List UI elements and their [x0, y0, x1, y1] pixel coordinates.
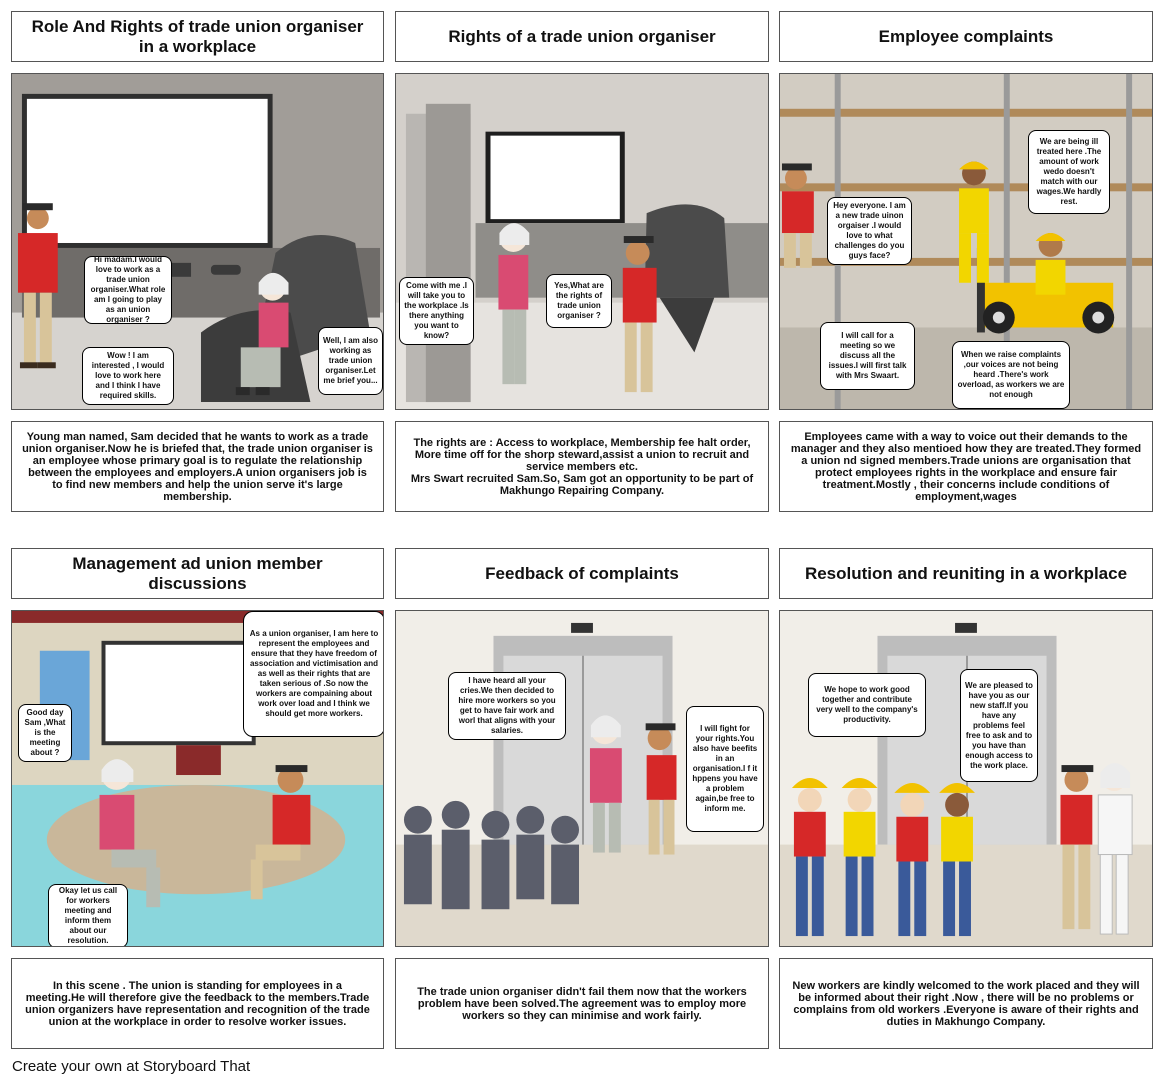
panel-1-title [11, 11, 384, 62]
speech-bubble: We are being ill treated here .The amount of work wedo doesn't match with our wages.We hardly rest. [1028, 130, 1110, 214]
speech-bubble: Come with me .I will take you to the workplace .Is there anything you want to know? [399, 277, 474, 345]
cubicle-background [396, 74, 768, 409]
speech-bubble: Well, I am also working as trade union organiser.Let me brief you... [318, 327, 383, 395]
panel-2-title [395, 11, 769, 62]
speech-bubble: I have heard all your cries.We then decided to hire more workers so you get to have fair work and worl that aligns with your salaries. [448, 672, 566, 740]
speech-bubble: Good day Sam ,What is the meeting about ? [18, 704, 72, 762]
speech-bubble: We hope to work good together and contribute very well to the company's productivity. [808, 673, 926, 737]
panel-4-title [11, 548, 384, 599]
panel-6-title-text: Resolution and reuniting in a workplace [804, 563, 1128, 583]
storyboard-footer-link[interactable]: Create your own at Storyboard That [12, 1058, 251, 1075]
speech-bubble: Okay let us call for workers meeting and inform them about our resolution. [48, 884, 128, 947]
speech-bubble: When we raise complaints ,our voices are not being heard .There's work overload, as workers we are not enough [952, 341, 1070, 409]
panel-2-caption: The rights are : Access to workplace, Membership fee halt order, More time off for the shorp steward,assist a union to recruit and service members etc. Mrs Swart recruited Sam.So, Sam got an opportunity to be part of Makhungo Repairing Company. [395, 421, 769, 512]
panel-3-scene [779, 73, 1153, 410]
panel-6-caption: New workers are kindly welcomed to the work placed and they will be informed about their right .Now , there will be no problems or complains from old workers .Everyone is aware of their rights and duties in Makhungo Company. [779, 958, 1153, 1049]
panel-5-caption: The trade union organiser didn't fail them now that the workers problem have been solved.The agreement was to employ more workers so they can minimise and work fairly. [395, 958, 769, 1049]
speech-bubble: Wow ! I am interested , I would love to work here and I think I have required skills. [82, 347, 174, 405]
panel-5-scene [395, 610, 769, 947]
panel-2-scene [395, 73, 769, 410]
speech-bubble: Hey everyone. I am a new trade uinon orgaiser .I would love to what challenges do you guys face? [827, 197, 912, 265]
speech-bubble: I will fight for your rights.You also have beefits in an organisation.I f it hppens you have a problem again,be free to inform me. [686, 706, 764, 832]
panel-2-title-text: Rights of a trade union organiser [448, 26, 716, 46]
panel-1-title-text: Role And Rights of trade union organiser in a workplace [31, 16, 364, 56]
panel-4-scene [11, 610, 384, 947]
panel-4-caption: In this scene . The union is standing for employees in a meeting.He will therefore give the feedback to the members.Trade union organizers have representation and recognition of the trade union at the workplace in order to resolve worker issues. [11, 958, 384, 1049]
panel-3-title-text: Employee complaints [878, 26, 1054, 46]
panel-3-caption: Employees came with a way to voice out their demands to the manager and they also mentioed how they are treated.They formed a union nd signed members.Trade unions are organisation that protect employees rights in the workplace and ensure fair treatment.Mostly , their concerns include conditions of employment,wages [779, 421, 1153, 512]
speech-bubble: We are pleased to have you as our new staff.If you have any problems feel free to ask and to you have than enough access to the work place. [960, 669, 1038, 782]
panel-3-title [779, 11, 1153, 62]
panel-6-title [779, 548, 1153, 599]
worker-figure [1036, 233, 1066, 295]
panel-1-scene [11, 73, 384, 410]
speech-bubble: Yes,What are the rights of trade union organiser ? [546, 274, 612, 328]
speech-bubble: Hi madam.I would love to work as a trade union organiser.What role am I going to play as an union organiser ? [84, 256, 172, 324]
speech-bubble: I will call for a meeting so we discuss all the issues.I will first talk with Mrs Swaart. [820, 322, 915, 390]
panel-1-caption: Young man named, Sam decided that he wants to work as a trade union organiser.Now he is briefed that, the trade union organiser is an employee whose primary goal is to regulate the relationship between the employees and employers.A union organisers job is to find new members and help the union serve it's large membership. [11, 421, 384, 512]
speech-bubble: As a union organiser, I am here to represent the employees and ensure that they have freedom of association and victimisation and as well as their rights that are taken serious of .So now the workers are compaining about work over load and I think we should get more workers. [243, 611, 384, 737]
panel-5-title-text: Feedback of complaints [485, 563, 679, 583]
panel-5-title [395, 548, 769, 599]
panel-4-title-text: Management ad union member discussions [72, 553, 323, 593]
panel-6-scene [779, 610, 1153, 947]
